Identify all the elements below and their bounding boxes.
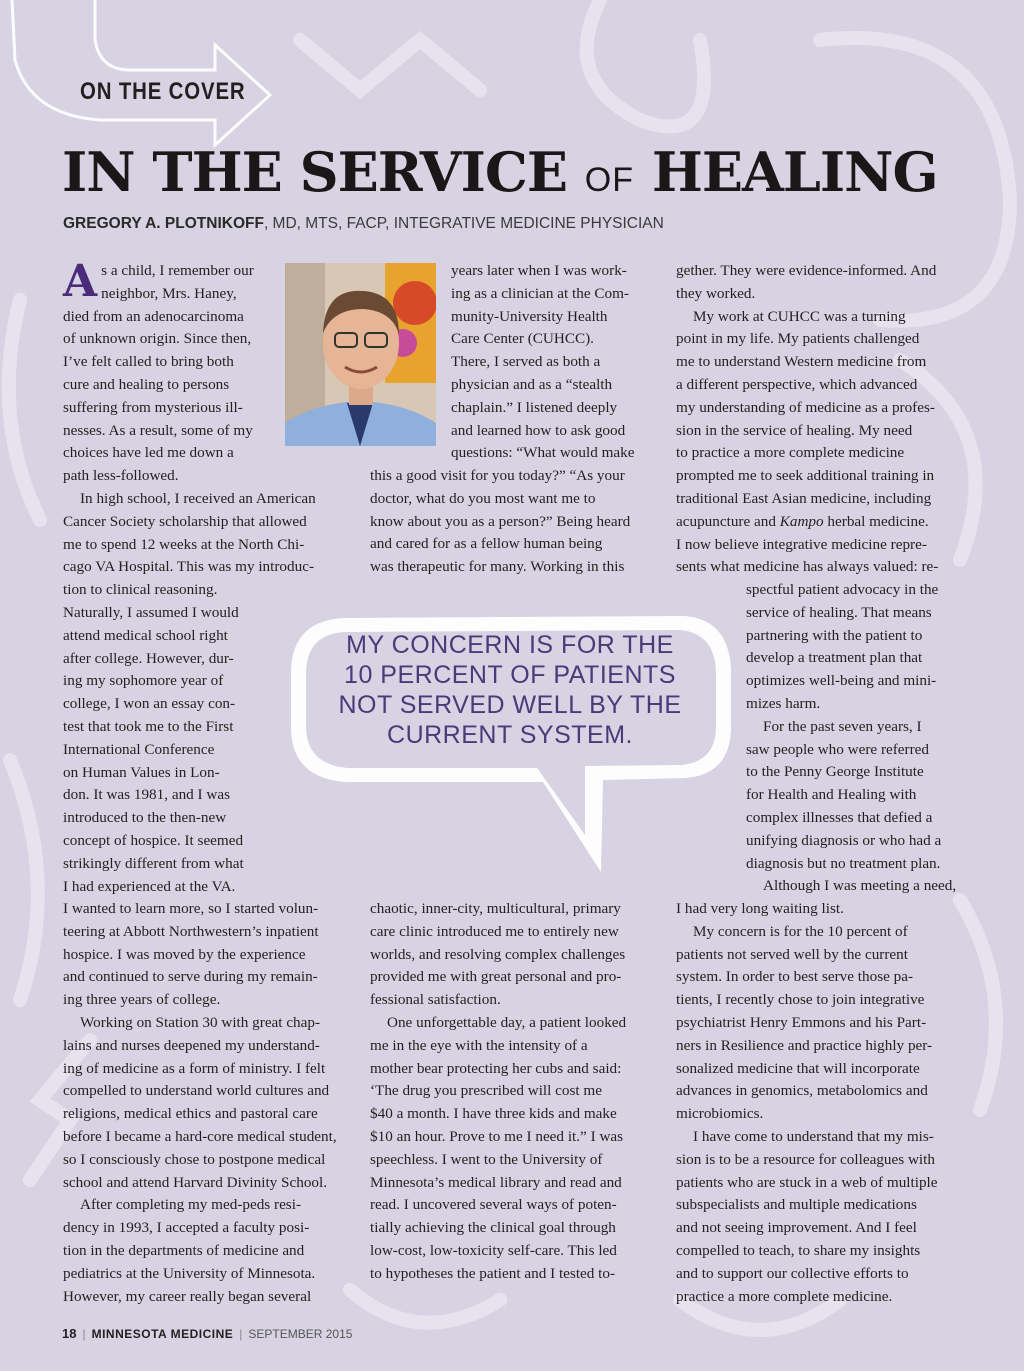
headline-of: OF xyxy=(584,161,635,199)
col2-bottom-line-2: worlds, and resolving complex challenges xyxy=(370,945,626,963)
col2-top-line-1: ing as a clinician at the Com- xyxy=(451,284,629,302)
pull-quote-line-1: 10 PERCENT OF PATIENTS xyxy=(344,661,676,689)
col3-top-line-1: they worked. xyxy=(676,284,756,302)
pull-quote-line-2: NOT SERVED WELL BY THE xyxy=(338,691,682,719)
column-1-bottom xyxy=(63,898,358,1308)
col3-top-line-9: prompted me to seek additional training in xyxy=(676,467,935,485)
author-name: GREGORY A. PLOTNIKOFF xyxy=(63,215,264,232)
col1-top-line-4: I’ve felt called to bring both xyxy=(63,353,234,371)
col3-bottom-line-15: compelled to teach, to share my insights xyxy=(676,1241,921,1259)
col2-top-line-2: munity-University Health xyxy=(451,307,608,325)
page-footer xyxy=(62,1326,352,1341)
col3-bottom-line-16: and to support our collective efforts to xyxy=(676,1264,909,1282)
col2-bottom-line-3: provided me with great personal and pro- xyxy=(370,968,622,986)
pull-quote-line-0: MY CONCERN IS FOR THE xyxy=(346,631,674,659)
publication-name: MINNESOTA MEDICINE xyxy=(91,1327,234,1341)
col2-bottom-line-13: read. I uncovered several ways of poten- xyxy=(370,1196,617,1214)
col2-top-line-5: physician and as a “stealth xyxy=(451,375,613,393)
col3-top-line-2: My work at CUHCC was a turning xyxy=(693,307,906,325)
col1-bottom-line-12: school and attend Harvard Divinity School. xyxy=(63,1173,328,1191)
col3-bottom-line-10: I have come to understand that my mis- xyxy=(693,1127,934,1145)
col3-bottom-line-0: I had very long waiting list. xyxy=(676,900,844,917)
col3-top-line-0: gether. They were evidence-informed. And xyxy=(676,262,937,279)
col2-wide-line-0: this a good visit for you today?” “As your xyxy=(370,467,625,484)
col3-top-line-15: sents what medicine has always valued: re- xyxy=(676,558,939,576)
article-headline xyxy=(62,140,938,204)
col3-narrow-line-9: for Health and Healing with xyxy=(746,786,917,804)
col1-bottom-line-1: teering at Abbott Northwestern’s inpatient xyxy=(63,922,319,940)
column-2-wide xyxy=(370,465,665,579)
col1-narrow-line-10: concept of hospice. It seemed xyxy=(63,831,244,849)
col3-kampo-word: Kampo xyxy=(779,512,824,530)
section-kicker: ON THE COVER xyxy=(80,78,246,105)
col2-bottom-line-14: tially achieving the clinical goal through xyxy=(370,1219,616,1237)
page-number: 18 xyxy=(62,1326,77,1341)
footer-divider: | xyxy=(239,1327,243,1341)
col1-bottom-line-5: Working on Station 30 with great chap- xyxy=(80,1013,321,1031)
col1-bottom-line-2: hospice. I was moved by the experience xyxy=(63,945,306,963)
col1-top-line-0: s a child, I remember our xyxy=(101,262,254,279)
col1-mid-line-3: cago VA Hospital. This was my introduc- xyxy=(63,558,314,576)
col1-narrow-line-11: strikingly different from what xyxy=(63,854,244,872)
footer-divider: | xyxy=(82,1327,86,1341)
col3-narrow-line-3: develop a treatment plan that xyxy=(746,649,923,667)
col1-bottom-line-16: pediatrics at the University of Minnesota. xyxy=(63,1264,316,1282)
col3-top-line-10: traditional East Asian medicine, including xyxy=(676,489,932,507)
col3-top-line-8: to practice a more complete medicine xyxy=(676,444,905,462)
col1-top-line-2: died from an adenocarcinoma xyxy=(63,307,244,325)
col1-mid-line-4: tion to clinical reasoning. xyxy=(63,581,218,599)
col2-bottom-line-8: ‘The drug you prescribed will cost me xyxy=(370,1082,602,1100)
col3-top-line-7: sion in the service of healing. My need xyxy=(676,421,913,439)
col3-top-line-4: me to understand Western medicine from xyxy=(676,353,927,371)
col3-narrow-line-5: mizes harm. xyxy=(746,694,821,712)
col2-wide-line-3: and cared for as a fellow human being xyxy=(370,535,603,553)
col1-narrow-line-4: college, I won an essay con- xyxy=(63,695,236,713)
col1-bottom-line-6: lains and nurses deepened my understand- xyxy=(63,1036,320,1054)
col3-narrow-line-12: diagnosis but no treatment plan. xyxy=(746,854,941,872)
col3-kampo-post: herbal medicine. xyxy=(823,512,929,530)
col3-narrow-line-11: unifying diagnosis or who had a xyxy=(746,831,942,849)
col3-narrow-line-7: saw people who were referred xyxy=(746,740,929,758)
column-3-bottom xyxy=(676,898,971,1308)
col1-bottom-line-3: and continued to serve during my remain- xyxy=(63,968,318,986)
col1-top-line-7: nesses. As a result, some of my xyxy=(63,421,253,439)
col3-narrow-line-4: optimizes well-being and mini- xyxy=(746,672,937,690)
col3-bottom-line-9: microbiomics. xyxy=(676,1105,764,1123)
col2-bottom-line-16: to hypotheses the patient and I tested to- xyxy=(370,1264,616,1282)
col2-top-line-3: Care Center (CUHCC). xyxy=(451,330,594,348)
col1-top-line-3: of unknown origin. Since then, xyxy=(63,330,252,348)
col2-bottom-line-5: One unforgettable day, a patient looked xyxy=(387,1013,627,1031)
column-1-narrow xyxy=(63,602,278,898)
issue-date: SEPTEMBER 2015 xyxy=(248,1327,353,1341)
column-3-top xyxy=(676,260,971,579)
col2-wide-line-4: was therapeutic for many. Working in this xyxy=(370,558,625,576)
col2-bottom-line-6: me in the eye with the intensity of a xyxy=(370,1036,588,1054)
col1-mid-line-2: me to spend 12 weeks at the North Chi- xyxy=(63,535,305,553)
col1-bottom-line-8: compelled to understand world cultures and xyxy=(63,1082,330,1100)
headline-part2: HEALING xyxy=(634,140,938,204)
col1-bottom-line-0: I wanted to learn more, so I started volun- xyxy=(63,900,319,917)
col1-narrow-line-9: introduced to the then-new xyxy=(63,809,227,827)
col1-top-line-6: suffering from mysterious ill- xyxy=(63,398,243,416)
pull-quote-line-3: CURRENT SYSTEM. xyxy=(387,721,633,749)
col3-narrow-line-1: service of healing. That means xyxy=(746,603,932,621)
col2-top-line-7: and learned how to ask good xyxy=(451,421,626,439)
col1-narrow-line-7: on Human Values in Lon- xyxy=(63,763,220,781)
col3-top-line-11 xyxy=(676,511,971,534)
col2-top-line-6: chaplain.” I listened deeply xyxy=(451,398,618,416)
col2-bottom-line-1: care clinic introduced me to entirely new xyxy=(370,922,619,940)
col3-narrow-line-10: complex illnesses that defied a xyxy=(746,808,933,826)
col1-narrow-line-0: Naturally, I assumed I would xyxy=(63,604,239,621)
col2-bottom-line-12: Minnesota’s medical library and read and xyxy=(370,1173,622,1191)
col2-wide-line-2: know about you as a person?” Being heard xyxy=(370,512,631,530)
col2-bottom-line-4: fessional satisfaction. xyxy=(370,991,501,1009)
col1-mid-line-0: In high school, I received an American xyxy=(80,490,316,507)
col1-narrow-line-3: ing my sophomore year of xyxy=(63,672,224,690)
col1-bottom-line-13: After completing my med-peds resi- xyxy=(80,1196,301,1214)
col3-narrow-line-0: spectful patient advocacy in the xyxy=(746,581,939,598)
col1-bottom-line-4: ing three years of college. xyxy=(63,991,221,1009)
col3-narrow-line-8: to the Penny George Institute xyxy=(746,763,924,781)
col3-top-line-14: I now believe integrative medicine repre- xyxy=(676,535,927,553)
drop-cap: A xyxy=(63,256,98,307)
col2-top-line-4: There, I served as both a xyxy=(451,353,601,371)
col2-wide-line-1: doctor, what do you most want me to xyxy=(370,489,596,507)
col2-bottom-line-0: chaotic, inner-city, multicultural, primary xyxy=(370,900,621,917)
pull-quote-text xyxy=(325,630,695,750)
col3-bottom-line-1: My concern is for the 10 percent of xyxy=(693,922,908,940)
col3-narrow-line-6: For the past seven years, I xyxy=(763,717,922,735)
col2-bottom-line-9: $40 a month. I have three kids and make xyxy=(370,1105,617,1123)
col1-bottom-line-15: tion in the departments of medicine and xyxy=(63,1241,305,1259)
column-1-top xyxy=(63,256,278,488)
col1-narrow-line-5: test that took me to the First xyxy=(63,717,234,735)
col3-bottom-line-8: advances in genomics, metabolomics and xyxy=(676,1082,928,1100)
col1-top-line-8: choices have led me down a xyxy=(63,444,234,462)
col1-narrow-line-6: International Conference xyxy=(63,740,215,758)
col1-top-line-9: path less-followed. xyxy=(63,467,179,485)
col3-bottom-line-14: and not seeing improvement. And I feel xyxy=(676,1219,917,1237)
col1-top-line-5: cure and healing to persons xyxy=(63,375,230,393)
col2-bottom-line-10: $10 an hour. Prove to me I need it.” I was xyxy=(370,1127,624,1145)
col3-kampo-pre: acupuncture and xyxy=(676,512,780,530)
col3-bottom-line-13: subspecialists and multiple medications xyxy=(676,1196,917,1214)
col1-bottom-line-9: religions, medical ethics and pastoral care xyxy=(63,1105,318,1123)
column-2-bottom xyxy=(370,898,665,1286)
column-1-mid xyxy=(63,488,353,602)
column-3-narrow xyxy=(746,579,971,898)
col3-bottom-line-4: tients, I recently chose to join integrative xyxy=(676,991,925,1009)
col2-bottom-line-15: low-cost, low-toxicity self-care. This led xyxy=(370,1241,617,1259)
col3-bottom-line-6: ners in Resilience and practice highly per- xyxy=(676,1036,933,1054)
col2-bottom-line-7: mother bear protecting her cubs and said: xyxy=(370,1059,622,1077)
col1-bottom-line-10: before I became a hard-core medical student, xyxy=(63,1127,337,1145)
col1-narrow-line-2: after college. However, dur- xyxy=(63,649,234,667)
col3-top-line-3: point in my life. My patients challenged xyxy=(676,330,920,348)
col3-top-line-6: my understanding of medicine as a profes- xyxy=(676,398,935,416)
col2-bottom-line-11: speechless. I went to the University of xyxy=(370,1150,603,1168)
col3-narrow-line-13: Although I was meeting a need, xyxy=(763,877,957,895)
col1-narrow-line-12: I had experienced at the VA. xyxy=(63,877,236,895)
col1-bottom-line-14: dency in 1993, I accepted a faculty posi- xyxy=(63,1219,310,1237)
col3-bottom-line-12: patients who are stuck in a web of multiple xyxy=(676,1173,938,1191)
col1-bottom-line-17: However, my career really began several xyxy=(63,1287,312,1305)
author-photo xyxy=(285,263,436,446)
col1-bottom-line-11: so I consciously chose to postpone medical xyxy=(63,1150,326,1168)
col1-mid-line-1: Cancer Society scholarship that allowed xyxy=(63,512,307,530)
col2-top-line-0: years later when I was work- xyxy=(451,262,627,279)
col1-top-line-1: neighbor, Mrs. Haney, xyxy=(101,284,237,302)
column-2-top xyxy=(451,260,666,465)
col3-bottom-line-17: practice a more complete medicine. xyxy=(676,1287,893,1305)
col3-bottom-line-2: patients not served well by the current xyxy=(676,945,908,963)
col3-top-line-5: a different perspective, which advanced xyxy=(676,375,918,393)
col1-narrow-line-1: attend medical school right xyxy=(63,626,228,644)
col1-narrow-line-8: don. It was 1981, and I was xyxy=(63,786,231,804)
col3-bottom-line-7: sonalized medicine that will incorporate xyxy=(676,1059,920,1077)
col3-bottom-line-3: system. In order to best serve those pa- xyxy=(676,968,914,986)
col3-bottom-line-5: psychiatrist Henry Emmons and his Part- xyxy=(676,1013,927,1031)
col3-bottom-line-11: sion is to be a resource for colleagues with xyxy=(676,1150,935,1168)
col2-top-line-8: questions: “What would make xyxy=(451,444,635,462)
headline-part1: IN THE SERVICE xyxy=(62,140,585,204)
author-credentials: , MD, MTS, FACP, INTEGRATIVE MEDICINE PHYSICIAN xyxy=(263,215,664,232)
col3-narrow-line-2: partnering with the patient to xyxy=(746,626,923,644)
byline xyxy=(63,215,664,233)
col1-bottom-line-7: ing of medicine as a form of ministry. I felt xyxy=(63,1059,326,1077)
